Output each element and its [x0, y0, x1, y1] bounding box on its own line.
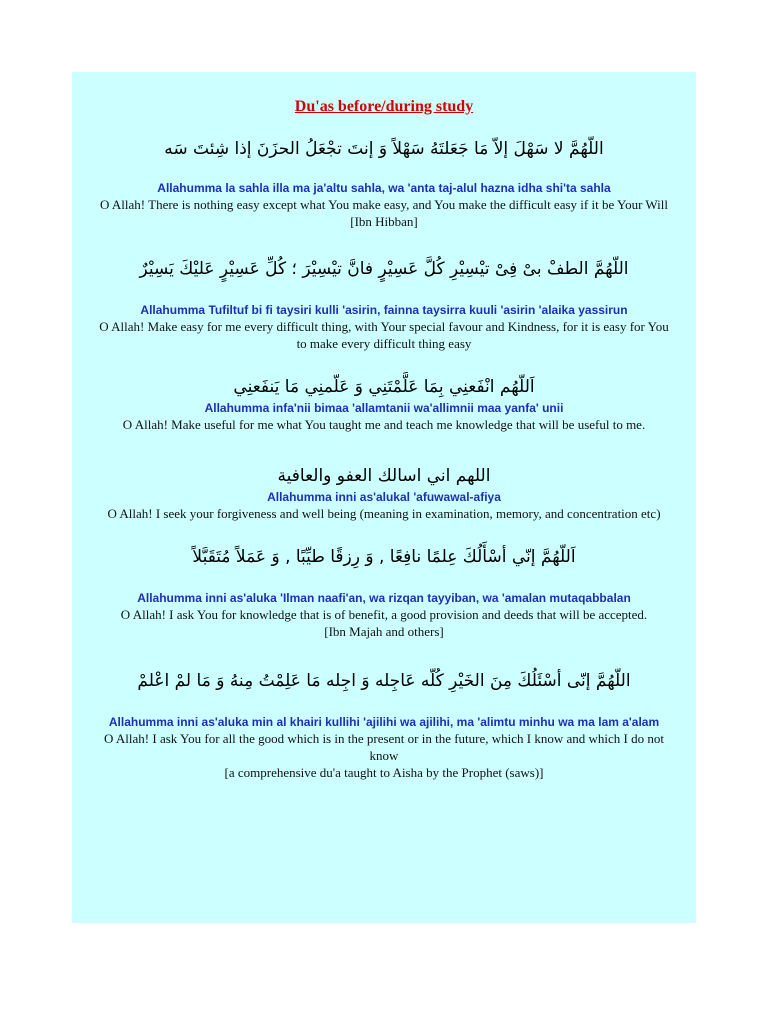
- meaning-text: O Allah! Make useful for me what You taught me and teach me knowledge that will be useful to me.: [122, 417, 646, 432]
- arabic-text: اللهم اني اسالك العفو والعافية: [277, 466, 491, 486]
- source-reference: [Ibn Majah and others]: [324, 624, 444, 639]
- dua-block: [72, 374, 696, 433]
- dua-block: [72, 463, 696, 522]
- transliteration-text: Allahumma inni as'aluka min al khairi kullihi 'ajilihi wa ajilihi, ma 'alimtu minhu wa ma lam a'alam: [108, 715, 660, 729]
- meaning-text: O Allah! I ask You for knowledge that is of benefit, a good provision and deeds that will be accepted.: [120, 607, 648, 622]
- source-reference: [a comprehensive du'a taught to Aisha by the Prophet (saws)]: [224, 765, 544, 780]
- transliteration-text: Allahumma inni as'alukal 'afuwawal-afiya: [267, 490, 501, 504]
- arabic-text: اللّهُمَّ إنّى أسْئَلُكَ مِنَ الخَيْرِ كُلّه عَاجِله وَ اجِله مَا عَلِمْتُ مِنهُ وَ مَا لمْ اعْلمْ: [137, 671, 631, 691]
- meaning-text: O Allah! Make easy for me every difficult thing, with Your special favour and Kindness, for it is easy for You to make every difficult thing easy: [99, 319, 669, 351]
- source-reference: [Ibn Hibban]: [350, 214, 418, 229]
- meaning-text: O Allah! There is nothing easy except what You make easy, and You make the difficult easy if it be Your Will: [99, 197, 669, 212]
- transliteration-text: Allahumma la sahla illa ma ja'altu sahla, wa 'anta taj-alul hazna idha shi'ta sahla: [157, 181, 611, 195]
- dua-block: [72, 668, 696, 781]
- arabic-text: اللّهُمَّ الطفْ بىْ فِىْ تيْسِيْرِ كُلَّ عَسِيْرٍ فانَّ تيْسِيْرَ ؛ كُلِّ عَسِيْرٍ عَليْكَ يَسِيْرٌ: [139, 259, 629, 279]
- dua-block: [72, 136, 696, 230]
- meaning-text: O Allah! I seek your forgiveness and well being (meaning in examination, memory, and concentration etc): [107, 506, 661, 521]
- arabic-text: اللّهُمَّ لا سَهْلَ إلاّ مَا جَعَلتَهُ سَهْلاً وَ إنتَ تجْعَلُ الحزَنَ إذا شِئتَ سَه: [164, 139, 604, 159]
- meaning-text: O Allah! I ask You for all the good which is in the present or in the future, which I know and which I do not know: [104, 731, 664, 763]
- content-panel: [72, 72, 696, 923]
- arabic-text: اَللّهُم انْفَعنِي بِمَا عَلَّمْتَنِي وَ عَلّمنِي مَا يَنفَعنِي: [233, 377, 535, 397]
- transliteration-text: Allahumma infa'nii bimaa 'allamtanii wa'allimnii maa yanfa' unii: [204, 401, 564, 415]
- transliteration-text: Allahumma inni as'aluka 'Ilman naafi'an, wa rizqan tayyiban, wa 'amalan mutaqabbalan: [137, 591, 631, 605]
- transliteration-text: Allahumma Tufiltuf bi fi taysiri kulli 'asirin, fainna taysirra kuuli 'asirin 'alaika yassirun: [140, 303, 628, 317]
- dua-block: [72, 256, 696, 352]
- page-title: Du'as before/during study: [294, 98, 474, 115]
- arabic-text: اَللّهُمَّ إنّي أسْأَلُكَ عِلمًا نافِعًا , وَ رِزقًا طيِّبًا , وَ عَمَلاً مُتَقَبَّلاً: [192, 547, 576, 567]
- dua-block: [72, 544, 696, 640]
